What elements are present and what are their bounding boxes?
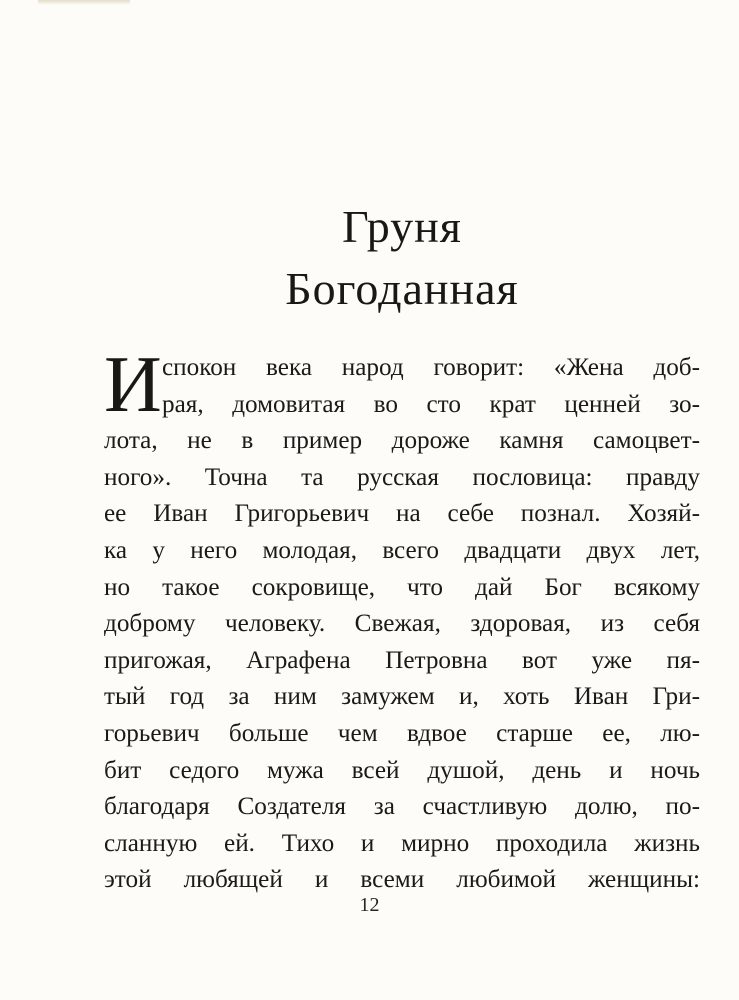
body-text <box>104 341 700 899</box>
text-line: сланную ей. Тихо и мирно проходила жизнь <box>104 829 700 857</box>
text-line: ее Иван Григорьевич на себе познал. Хозяй- <box>104 500 700 528</box>
text-line: горьевич больше чем вдвое старше ее, лю- <box>104 719 700 747</box>
chapter-title <box>104 196 700 320</box>
text-line: лота, не в пример дороже камня самоцвет- <box>104 427 700 455</box>
book-page <box>104 196 700 899</box>
chapter-title-line-2: Богоданная <box>285 263 519 314</box>
text-line: благодаря Создателя за счастливую долю, по- <box>104 793 700 821</box>
page-edge-mark <box>38 0 130 5</box>
text-line: но такое сокровище, что дай Бог всякому <box>104 573 700 601</box>
text-line: бит седого мужа всей душой, день и ночь <box>104 756 700 784</box>
text-line: тый год за ним замужем и, хоть Иван Гри- <box>104 683 700 711</box>
drop-cap: И <box>104 341 162 429</box>
page-number: 12 <box>359 894 380 916</box>
text-line: этой любящей и всеми любимой женщины: <box>104 866 700 894</box>
text-line: ного». Точна та русская пословица: правду <box>104 463 700 491</box>
text-line: доброму человеку. Свежая, здоровая, из себя <box>104 610 700 638</box>
chapter-title-line-1: Груня <box>342 201 462 252</box>
text-line: пригожая, Аграфена Петровна вот уже пя- <box>104 646 700 674</box>
text-line: спокон века народ говорит: «Жена доб- <box>162 354 700 381</box>
text-line: рая, домовитая во сто крат ценней зо- <box>162 390 700 418</box>
text-line: ка у него молодая, всего двадцати двух лет, <box>104 536 700 564</box>
